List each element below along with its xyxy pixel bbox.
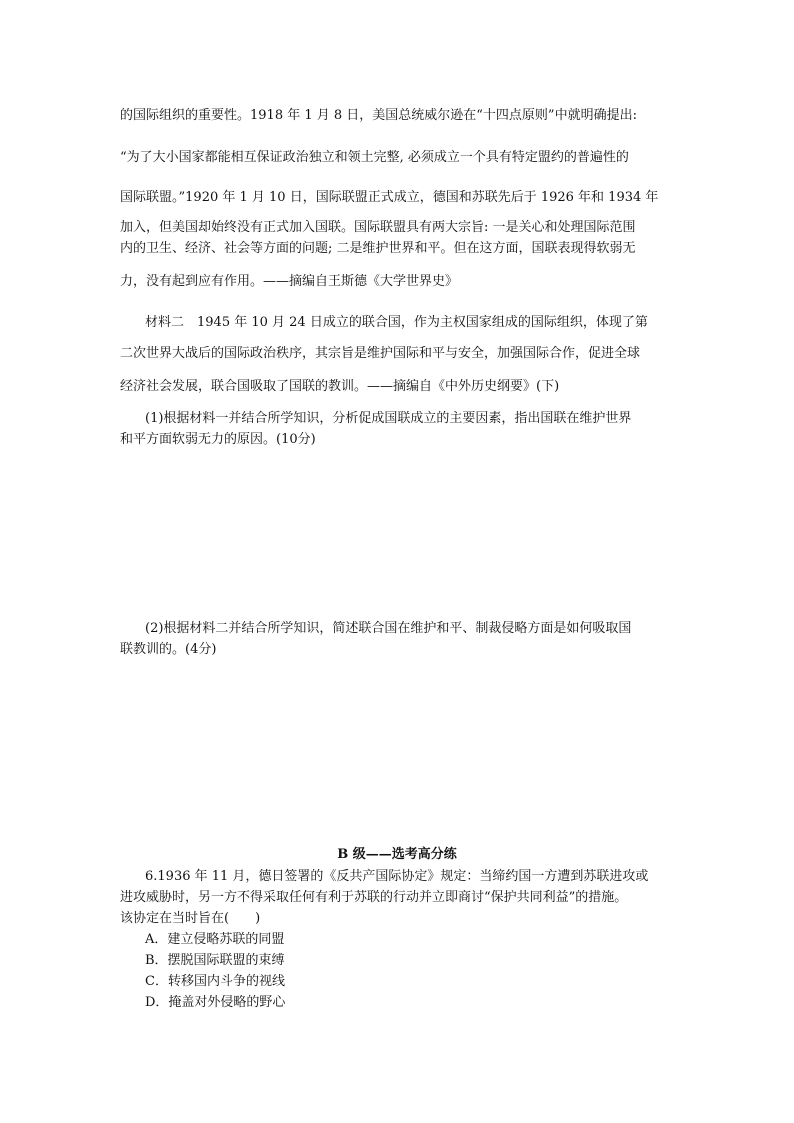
question-text: 联教训的。(4分): [120, 642, 217, 657]
passage-line: 经济社会发展，联合国吸取了国联的教训。——摘编自《中外历史纲要》(下): [120, 379, 560, 394]
passage-line: 材料二 1945 年 10 月 24 日成立的联合国，作为主权国家组成的国际组织，体现了第: [145, 315, 648, 330]
option-a: A．建立侵略苏联的同盟: [145, 932, 285, 947]
option-b: B．摆脱国际联盟的束缚: [145, 953, 285, 968]
option-d: D．掩盖对外侵略的野心: [145, 995, 286, 1010]
question-stem: 6.1936 年 11 月，德日签署的《反共产国际协定》规定：当缔约国一方遭到苏联进攻或: [145, 869, 649, 884]
question-stem: 该协定在当时旨在( ): [120, 911, 261, 926]
passage-line: “为了大小国家都能相互保证政治独立和领土完整, 必须成立一个具有特定盟约的普遍性的: [120, 150, 629, 165]
option-c: C．转移国内斗争的视线: [145, 974, 285, 989]
question-text: 和平方面软弱无力的原因。(10分): [120, 432, 316, 447]
question-text: (1)根据材料一并结合所学知识，分析促成国联成立的主要因素，指出国联在维护世界: [145, 411, 632, 426]
question-text: (2)根据材料二并结合所学知识，简述联合国在维护和平、制裁侵略方面是如何吸取国: [145, 621, 632, 636]
passage-line: 的国际组织的重要性。1918 年 1 月 8 日，美国总统威尔逊在“十四点原则”中就明确提出:: [120, 108, 637, 123]
passage-line: 力，没有起到应有作用。——摘编自王斯德《大学世界史》: [120, 274, 459, 289]
passage-line: 二次世界大战后的国际政治秩序，其宗旨是维护国际和平与安全，加强国际合作，促进全球: [120, 346, 641, 361]
section-heading: B 级——选考高分练: [337, 847, 457, 862]
question-stem: 进攻威胁时，另一方不得采取任何有利于苏联的行动并立即商讨“保护共同利益”的措施。: [120, 890, 628, 905]
passage-line: 加入，但美国却始终没有正式加入国联。国际联盟具有两大宗旨: 一是关心和处理国际范围: [120, 220, 636, 235]
passage-line: 内的卫生、经济、社会等方面的问题; 二是维护世界和平。但在这方面，国联表现得软弱无: [120, 241, 636, 256]
passage-line: 国际联盟。”1920 年 1 月 10 日，国际联盟正式成立，德国和苏联先后于 1926 年和 1934 年: [120, 190, 659, 205]
